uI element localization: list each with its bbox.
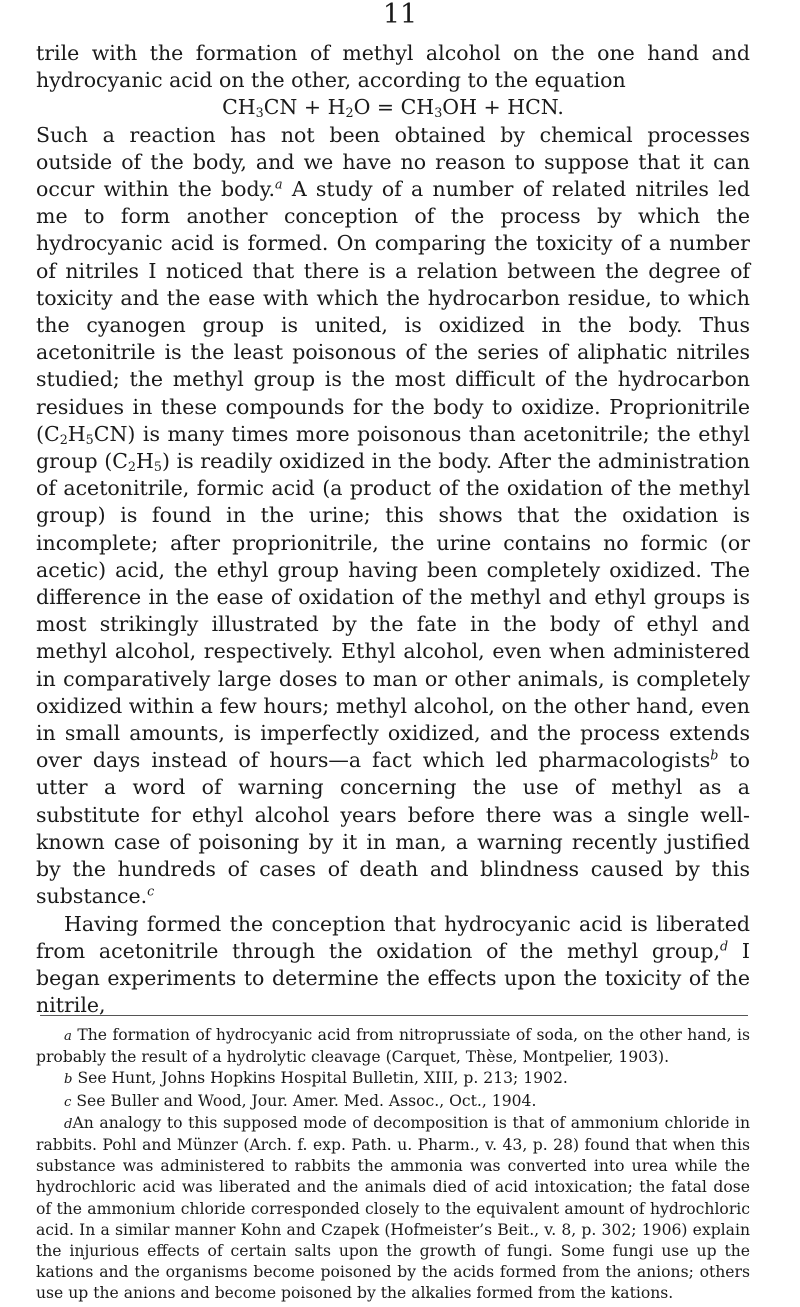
footnote-b [36, 1068, 750, 1090]
text-run: Having formed the conception that hydrocyanic acid is liberated from acetonitrile through the oxidation of the methyl group, [36, 911, 750, 963]
footnote-mark: b [64, 1072, 73, 1088]
eq-term: H [327, 95, 346, 120]
eq-term: HCN. [507, 95, 564, 120]
eq-operator: + [297, 95, 328, 120]
footnote-ref-a[interactable]: a [274, 176, 283, 192]
paragraph-experiments [36, 911, 750, 1020]
footnote-mark: c [64, 1094, 72, 1110]
formula-subscript: 5 [85, 432, 94, 448]
footnote-mark: a [64, 1029, 72, 1044]
footnote-a [36, 1025, 750, 1068]
eq-term: OH [442, 95, 477, 120]
text-run: to utter a word of warning concerning the use of methyl as a substitute for ethyl alcohol years before there was a single well-known case of poisoning by it in man, a warning recently justified by the hundreds of cases of death and blindness caused by this substance. [36, 748, 750, 909]
text-run: A study of a number of related nitriles led me to form another conception of the process by which the hydrocyanic acid is formed. On comparing the toxicity of a number of nitriles I noticed that there is a relation between the degree of toxicity and the ease with which the hydrocarbon residue, to which the cyanogen group is united, is oxidized in the body. Thus acetonitrile is the least poisonous of the series of aliphatic nitriles studied; the methyl group is the most difficult of the hydrocarbon residues in these compounds for the body to oxidize. Proprionitrile (C [36, 177, 751, 446]
eq-subscript: 2 [345, 105, 354, 121]
formula-subscript: 2 [127, 459, 136, 475]
text-run: CN) is many times more poisonous than acetonitrile; the ethyl group (C [36, 421, 750, 474]
eq-term: CN [263, 95, 298, 120]
footnote-mark: d [64, 1116, 73, 1132]
footnotes [36, 1025, 750, 1305]
eq-subscript: 3 [434, 105, 443, 121]
text-run: ) is readily oxidized in the body. After the administration of acetonitrile, formic acid (a product of the oxidation of the methyl group) is found in the urine; this shows that the oxidation is incomplete; after proprionitrile, the urine contains no formic (or acetic) acid, the ethyl group having been completely oxidized. The difference in the ease of oxidation of the methyl and ethyl groups is most strikingly illustrated by the fate in the body of ethyl and methyl alcohol, respectively. Ethyl alcohol, even when administered in comparatively large doses to man or other animals, is completely oxidized within a few hours; methyl alcohol, on the other hand, even in small amounts, is imperfectly oxidized, and the process extends over days instead of hours—a fact which led pharmacologists [36, 449, 750, 773]
footnote-text: The formation of hydrocyanic acid from nitroprussiate of soda, on the other hand, is probably the result of a hydrolytic cleavage (Carquet, Thèse, Montpelier, 1903). [36, 1026, 750, 1067]
formula-subscript: 5 [153, 459, 162, 475]
main-text [36, 40, 750, 1019]
text-run: I began experiments to determine the effects upon the toxicity of the nitrile, [36, 938, 750, 1018]
footnote-d [36, 1113, 750, 1305]
eq-term: O [353, 95, 371, 120]
footnote-text: See Buller and Wood, Jour. Amer. Med. Assoc., Oct., 1904. [71, 1091, 537, 1110]
footnote-c [36, 1091, 750, 1113]
text-run: H [67, 421, 86, 446]
eq-term: CH [400, 95, 435, 120]
footnote-text: See Hunt, Johns Hopkins Hospital Bulletin, XIII, p. 213; 1902. [72, 1069, 568, 1088]
page-number: 11 [382, 0, 418, 30]
chemical-equation [36, 94, 750, 121]
paragraph-continuation [36, 40, 750, 94]
footnote-ref-b[interactable]: b [710, 747, 719, 763]
footnote-text: An analogy to this supposed mode of decomposition is that of ammonium chloride in rabbits. Pohl and Münzer (Arch. f. exp. Path. u. Pharm., v. 43, p. 28) found that when this substance was administered to rabbits the ammonia was converted into urea while the hydrochloric acid was liberated and the animals died of acid intoxication; the fatal dose of the ammonium chloride corresponded closely to the equivalent amount of hydrochloric acid. In a similar manner Kohn and Czapek (Hofmeister’s Beit., v. 8, p. 302; 1906) explain the injurious effects of certain salts upon the growth of fungi. Some fungi use up the kations and the organisms become poisoned by the acids formed from the anions; others use up the anions and become poisoned by the alkalies formed from the kations. [36, 1113, 750, 1303]
eq-operator: = [370, 95, 401, 120]
eq-term: CH [222, 95, 256, 120]
text-run: H [135, 449, 154, 474]
eq-subscript: 3 [255, 105, 264, 121]
eq-operator: + [476, 95, 508, 120]
footnote-divider [40, 1015, 748, 1016]
footnote-ref-d[interactable]: d [720, 938, 729, 954]
paragraph-oxidation [36, 122, 750, 911]
footnote-ref-c[interactable]: c [147, 883, 155, 899]
text-run: Such a reaction has not been obtained by chemical processes outside of the body, and we have no reason to suppose that it can occur within the body. [36, 122, 750, 202]
text-run: trile with the formation of methyl alcohol on the one hand and hydrocyanic acid on the other, according to the equation [36, 41, 750, 93]
formula-subscript: 2 [59, 432, 68, 448]
